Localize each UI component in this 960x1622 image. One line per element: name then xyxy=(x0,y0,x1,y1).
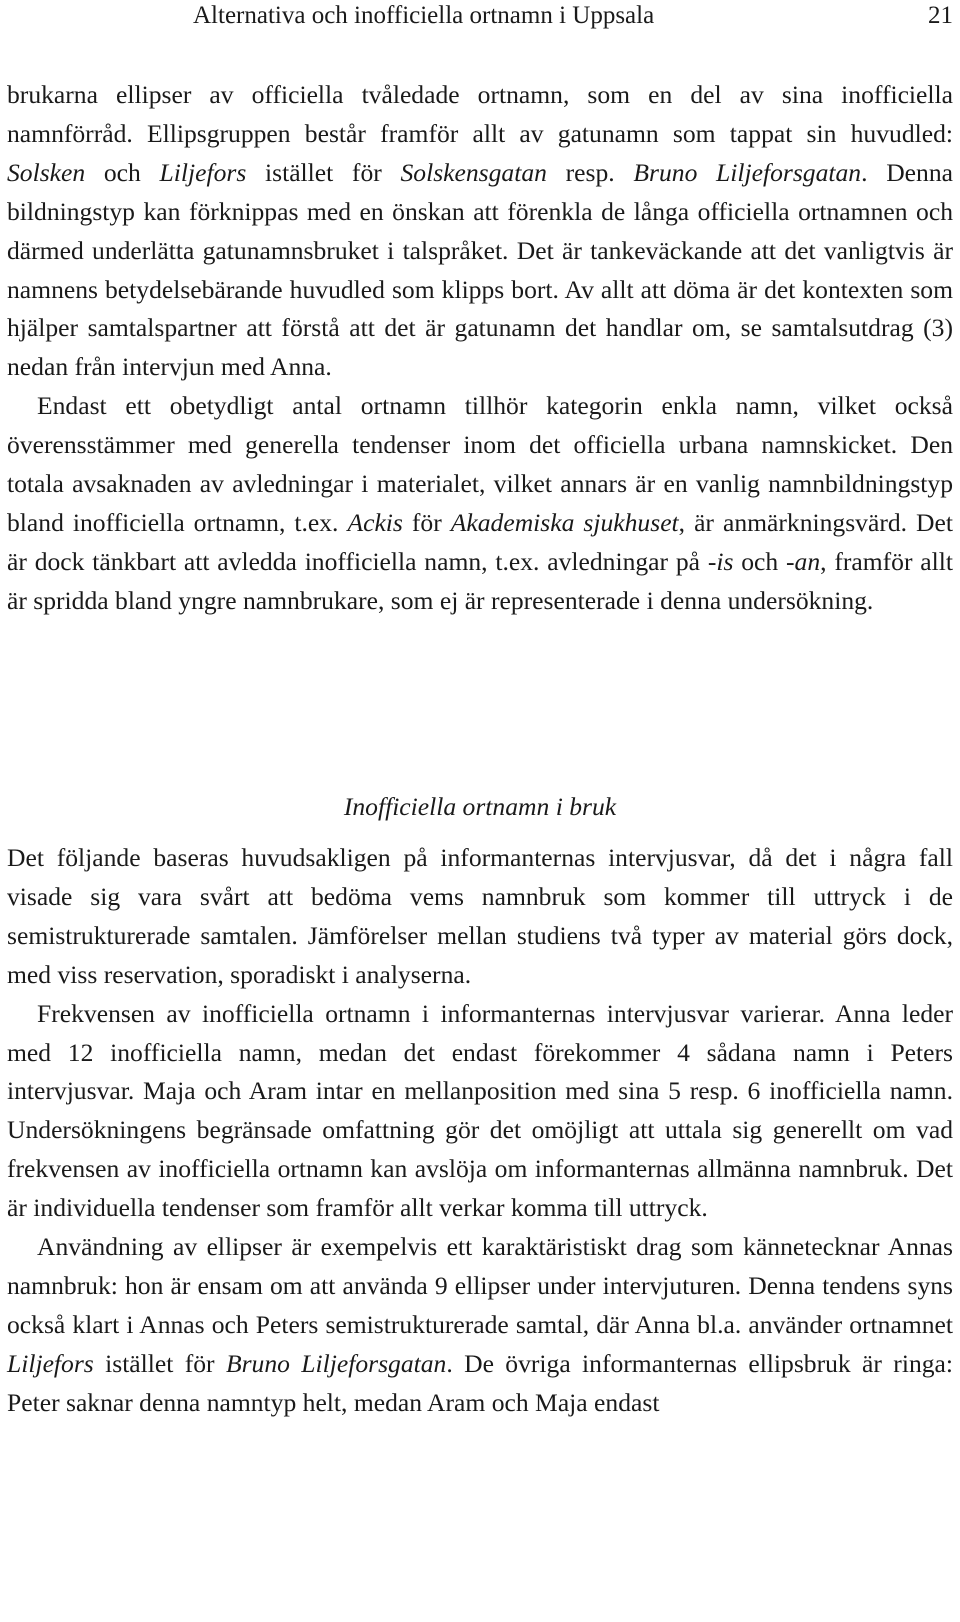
section-heading: Inofficiella ortnamn i bruk xyxy=(343,792,617,821)
body-text-section-2 xyxy=(7,839,953,1423)
running-header xyxy=(7,0,953,32)
italic-place-name: Liljefors xyxy=(159,157,247,187)
page-number: 21 xyxy=(928,2,953,29)
paragraph: Det följande baseras huvudsakligen på informanternas intervjusvar, då det i några fall visade sig vara svårt att bedöma vems namnbruk som kommer till uttryck i de semistrukturerade samtalen. Jämförelser mellan studiens två typer av material görs dock, med viss reservation, sporadiskt i analyserna. xyxy=(7,843,953,989)
italic-place-name: Solskensgatan xyxy=(400,157,547,187)
italic-suffix: -an xyxy=(786,546,821,576)
italic-suffix: -is xyxy=(707,546,734,576)
italic-place-name: Solsken xyxy=(7,157,86,187)
italic-place-name: Bruno Liljeforsgatan xyxy=(225,1348,447,1378)
italic-place-name: Akademiska sjukhuset xyxy=(450,507,679,537)
italic-place-name: Ackis xyxy=(347,507,403,537)
italic-place-name: Liljefors xyxy=(7,1348,94,1378)
paragraph: Frekvensen av inofficiella ortnamn i informanternas intervjusvar varierar. Anna leder med 12 inofficiella namn, medan det endast förekommer 4 sådana namn i Peters intervjusvar. Maja och Aram intar en mellanposition med sina 5 resp. 6 inofficiella namn. Undersökningens begränsade omfattning gör det omöjligt att uttala sig generellt om vad frekvensen av inofficiella ortnamn kan avslöja om informanternas allmänna namnbruk. Det är individuella tendenser som framför allt verkar komma till uttryck. xyxy=(7,998,953,1223)
running-title: Alternativa och inofficiella ortnamn i Uppsala xyxy=(193,2,655,29)
body-text-section-1 xyxy=(7,76,953,621)
paragraph: Endast ett obetydligt antal ortnamn tillhör kategorin enkla namn, vilket också överensstämmer med generella tendenser inom det officiella urbana namnskicket. Den totala avsaknaden av avledningar i materialet, vilket annars är en vanlig namnbildningstyp bland inofficiella ortnamn, t.ex. Ackis för Akademiska sjukhuset, är anmärkningsvärd. Det är dock tänkbart att avledda inofficiella namn, t.ex. avledningar på -is och -an, framför allt är spridda bland yngre namnbrukare, som ej är representerade i denna undersökning. xyxy=(7,391,954,615)
paragraph: brukarna ellipser av officiella tvåledade ortnamn, som en del av sina inofficiella namnförråd. Ellipsgruppen består framför allt av gatunamn som tappat sin huvudled: Solsken och Liljefors istället för Solskensgatan resp. Bruno Liljeforsgatan. Denna bildningstyp kan förknippas med en önskan att förenkla de långa officiella ortnamnen och därmed underlätta gatunamnsbruket i talspråket. Det är tankeväckande att det vanligtvis är namnens betydelsebärande huvudled som klipps bort. Av allt att döma är det kontexten som hjälper samtalspartner att förstå att det är gatunamn det handlar om, se samtalsutdrag (3) nedan från intervjun med Anna. xyxy=(7,80,953,382)
paragraph: Användning av ellipser är exempelvis ett karaktäristiskt drag som kännetecknar Annas namnbruk: hon är ensam om att använda 9 ellipser under intervjuturen. Denna tendens syns också klart i Annas och Peters semistrukturerade samtal, där Anna bl.a. använder ortnamnet Liljefors istället för Bruno Liljeforsgatan. De övriga informanternas ellipsbruk är ringa: Peter saknar denna namntyp helt, medan Aram och Maja endast xyxy=(7,1232,954,1417)
italic-place-name: Bruno Liljeforsgatan xyxy=(633,157,862,187)
